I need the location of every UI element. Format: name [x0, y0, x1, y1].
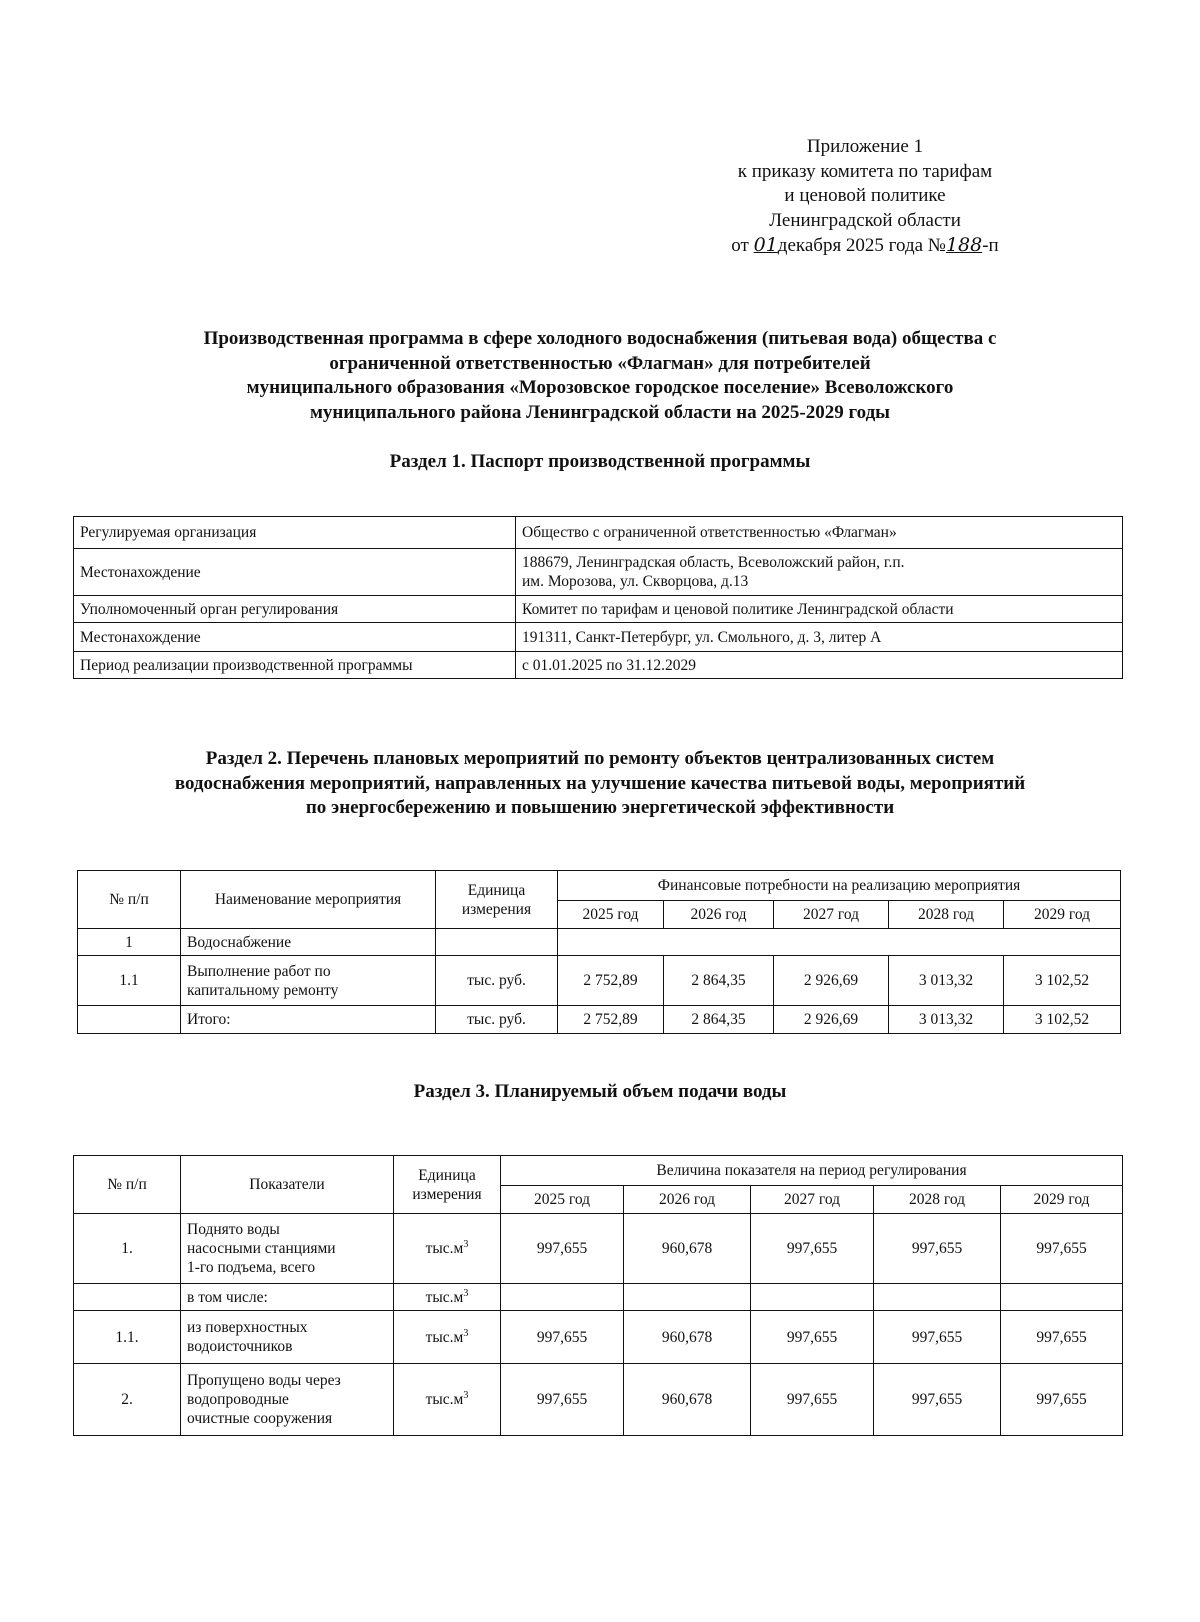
header-year	[774, 901, 889, 929]
heading-line: водоснабжения мероприятий, направленных на улучшение качества питьевой воды, мероприятий	[174, 772, 1026, 794]
water-volume-table	[73, 1155, 1123, 1436]
passport-table	[73, 516, 1123, 679]
header-group-text: Величина показателя на период регулирования	[656, 1162, 967, 1179]
heading-line: по энергосбережению и повышению энергетической эффективности	[305, 797, 895, 818]
handwritten-day: 01	[753, 234, 778, 256]
row-value	[751, 1214, 874, 1284]
header-year-text: 2026 год	[658, 1191, 716, 1208]
header-year-text: 2029 год	[1033, 1191, 1090, 1208]
row-value-text: 3 013,32	[918, 972, 974, 989]
row-value	[624, 1364, 751, 1436]
cell-line: очистные сооружения	[187, 1410, 333, 1427]
row-value-text: 997,655	[786, 1240, 838, 1257]
row-value-text: 2 926,69	[803, 1011, 859, 1028]
header-year-text: 2028 год	[917, 906, 975, 923]
row-name	[181, 1311, 394, 1364]
number-suffix: -п	[982, 235, 999, 256]
row-value	[874, 1311, 1001, 1364]
row-value-text: 997,655	[1036, 1328, 1087, 1346]
row-label	[74, 596, 516, 623]
cell-line: Водоснабжение	[187, 933, 292, 951]
header-year-text: 2028 год	[908, 1191, 966, 1208]
header-row	[74, 1156, 1123, 1186]
row-name	[181, 1364, 394, 1436]
row-num	[78, 929, 181, 956]
cell-line: Единица	[418, 1166, 476, 1184]
cell-line: водопроводные	[187, 1391, 289, 1408]
row-value	[664, 1006, 774, 1034]
header-year-text: 2025 год	[582, 906, 639, 923]
header-group	[501, 1156, 1123, 1186]
row-value	[624, 1311, 751, 1364]
row-value	[774, 956, 889, 1006]
row-value-text: 997,655	[786, 1391, 838, 1408]
table-row	[78, 1006, 1121, 1034]
unit-superscript: 3	[463, 1389, 469, 1401]
row-value	[516, 549, 1123, 596]
table-row	[74, 549, 1123, 596]
row-value-text: 997,655	[786, 1328, 838, 1346]
row-label-text: Местонахождение	[80, 628, 201, 646]
table-row	[74, 517, 1123, 549]
cell-line: Итого:	[187, 1011, 231, 1028]
row-value-text: 3 102,52	[1034, 1011, 1090, 1028]
row-unit	[436, 929, 558, 956]
row-empty	[751, 1284, 874, 1311]
cell-line: из поверхностных	[187, 1319, 308, 1336]
date-text: декабря 2025 года №	[777, 235, 946, 256]
header-name	[181, 1156, 394, 1214]
row-unit-text: тыс.м	[425, 1288, 464, 1306]
row-value	[751, 1364, 874, 1436]
cell-line: 188679, Ленинградская область, Всеволожский район, г.п.	[522, 554, 905, 571]
row-unit	[436, 1006, 558, 1034]
row-unit	[394, 1284, 501, 1311]
row-name	[181, 929, 436, 956]
header-year	[874, 1186, 1001, 1214]
unit-superscript: 3	[463, 1287, 469, 1299]
row-value-text: 997,655	[536, 1328, 588, 1346]
cell-line: измерения	[412, 1185, 482, 1203]
row-value	[516, 596, 1123, 623]
cell-line: в том числе:	[187, 1288, 268, 1306]
heading-line: Раздел 2. Перечень плановых мероприятий по ремонту объектов централизованных систем	[205, 748, 995, 769]
row-value-text: 2 752,89	[583, 1011, 638, 1028]
row-value	[664, 956, 774, 1006]
row-value	[501, 1214, 624, 1284]
header-year	[1004, 901, 1121, 929]
row-label-text: Уполномоченный орган регулирования	[80, 600, 339, 618]
row-value-text: 960,678	[661, 1391, 713, 1408]
title-line: муниципального образования «Морозовское городское поселение» Всеволожского	[246, 377, 954, 398]
row-value	[1001, 1311, 1123, 1364]
header-year-text: 2027 год	[802, 906, 860, 923]
row-unit-text: тыс. руб.	[467, 972, 526, 989]
row-name	[181, 1284, 394, 1311]
row-empty	[624, 1284, 751, 1311]
date-prefix: от	[731, 235, 749, 256]
unit-superscript: 3	[463, 1327, 469, 1339]
row-num-text: 1	[125, 933, 133, 951]
row-unit-text: тыс.м	[425, 1328, 464, 1346]
row-value-text: 997,655	[911, 1328, 963, 1346]
row-num	[74, 1364, 181, 1436]
row-empty	[1001, 1284, 1123, 1311]
header-name	[181, 871, 436, 929]
row-value	[501, 1364, 624, 1436]
row-value	[624, 1214, 751, 1284]
title-line: ограниченной ответственностью «Флагман» для потребителей	[329, 352, 871, 374]
cell-line: водоисточников	[187, 1338, 293, 1355]
row-num	[78, 1006, 181, 1034]
row-value-text: 3 013,32	[918, 1011, 974, 1028]
table-row	[74, 1214, 1123, 1284]
header-year-text: 2029 год	[1033, 906, 1091, 923]
row-value-text: 960,678	[661, 1328, 713, 1346]
row-num	[74, 1214, 181, 1284]
row-unit	[394, 1311, 501, 1364]
row-value	[516, 623, 1123, 652]
cell-line: Комитет по тарифам и ценовой политике Ленинградской области	[522, 600, 954, 618]
row-value-text: 997,655	[1036, 1240, 1087, 1257]
row-value	[1004, 1006, 1121, 1034]
row-value-text: 2 864,35	[691, 1011, 746, 1028]
table-row	[74, 1311, 1123, 1364]
row-num	[74, 1284, 181, 1311]
unit-superscript: 3	[463, 1238, 469, 1250]
measures-table	[77, 870, 1121, 1034]
row-value-text: 997,655	[536, 1240, 588, 1257]
row-value	[1001, 1364, 1123, 1436]
cell-line: 191311, Санкт-Петербург, ул. Смольного, д. 3, литер А	[522, 628, 882, 646]
cell-line: Пропущено воды через	[187, 1372, 341, 1389]
section3-heading: Раздел 3. Планируемый объем подачи воды	[413, 1081, 787, 1102]
row-value-text: 997,655	[1036, 1391, 1087, 1408]
row-unit	[394, 1364, 501, 1436]
header-num-text: № п/п	[109, 891, 149, 908]
cell-line: Поднято воды	[187, 1221, 280, 1238]
row-value	[558, 956, 664, 1006]
table-row	[74, 623, 1123, 652]
row-value	[501, 1311, 624, 1364]
row-value-text: 960,678	[661, 1240, 713, 1257]
row-value	[874, 1214, 1001, 1284]
row-label	[74, 652, 516, 679]
header-group-text: Финансовые потребности на реализацию мероприятия	[657, 877, 1021, 894]
table-row	[74, 1364, 1123, 1436]
header-year	[624, 1186, 751, 1214]
row-value-text: 997,655	[911, 1240, 963, 1257]
title-line: Производственная программа в сфере холодного водоснабжения (питьевая вода) общества с	[203, 328, 997, 349]
row-value-text: 2 926,69	[803, 972, 859, 989]
header-year	[751, 1186, 874, 1214]
header-year	[889, 901, 1004, 929]
table-row	[78, 956, 1121, 1006]
row-value	[516, 517, 1123, 549]
row-unit-text: тыс.м	[425, 1391, 464, 1408]
row-unit-text: тыс.м	[425, 1240, 464, 1257]
table-row	[74, 652, 1123, 679]
cell-line: измерения	[461, 900, 532, 918]
annex-date-line	[690, 233, 1040, 259]
row-empty	[501, 1284, 624, 1311]
row-name	[181, 1006, 436, 1034]
row-label	[74, 549, 516, 596]
row-unit	[436, 956, 558, 1006]
row-num-text: 1.1.	[115, 1328, 139, 1346]
row-value-text: 2 752,89	[583, 972, 638, 989]
header-num	[78, 871, 181, 929]
row-num	[78, 956, 181, 1006]
row-name	[181, 1214, 394, 1284]
row-name	[181, 956, 436, 1006]
section1-heading: Раздел 1. Паспорт производственной программы	[389, 451, 811, 472]
header-name-text: Показатели	[249, 1176, 325, 1193]
row-label-text: Регулируемая организация	[80, 524, 257, 541]
table-row	[74, 1284, 1123, 1311]
row-empty	[558, 929, 1121, 956]
row-value	[774, 1006, 889, 1034]
header-num	[74, 1156, 181, 1214]
annex-line: и ценовой политике	[784, 185, 946, 206]
row-value-text: 997,655	[911, 1391, 963, 1408]
header-year-text: 2026 год	[690, 906, 747, 923]
row-value	[751, 1311, 874, 1364]
header-group	[558, 871, 1121, 901]
row-num	[74, 1311, 181, 1364]
cell-line: с 01.01.2025 по 31.12.2029	[522, 656, 697, 674]
row-value	[889, 956, 1004, 1006]
row-value-text: 2 864,35	[691, 972, 746, 989]
row-num-text: 1.	[121, 1240, 133, 1257]
header-year-text: 2027 год	[783, 1191, 841, 1208]
header-year	[1001, 1186, 1123, 1214]
document-title	[60, 327, 1140, 425]
row-num-text: 2.	[121, 1391, 133, 1408]
row-label-text: Местонахождение	[80, 563, 201, 581]
cell-line: 1-го подъема, всего	[187, 1259, 316, 1276]
row-empty	[874, 1284, 1001, 1311]
cell-line: Выполнение работ по	[187, 962, 331, 980]
header-name-text: Наименование мероприятия	[214, 891, 402, 908]
table-row	[74, 596, 1123, 623]
row-value-text: 3 102,52	[1034, 972, 1090, 989]
table-row	[78, 929, 1121, 956]
header-unit	[394, 1156, 501, 1214]
annex-line: Приложение 1	[806, 136, 924, 157]
row-value	[1004, 956, 1121, 1006]
header-unit	[436, 871, 558, 929]
annex-header	[690, 135, 1040, 259]
cell-line: насосными станциями	[187, 1240, 336, 1257]
title-line: муниципального района Ленинградской области на 2025-2029 годы	[309, 401, 891, 423]
row-num-text: 1.1	[119, 972, 139, 989]
row-value	[1001, 1214, 1123, 1284]
annex-line: к приказу комитета по тарифам	[737, 160, 993, 182]
annex-line: Ленинградской области	[769, 209, 961, 231]
row-value	[558, 1006, 664, 1034]
row-value	[516, 652, 1123, 679]
cell-line: Единица	[467, 881, 526, 899]
cell-line: капитальному ремонту	[187, 981, 339, 999]
row-label	[74, 517, 516, 549]
row-unit-text: тыс. руб.	[467, 1011, 526, 1028]
header-year	[501, 1186, 624, 1214]
row-value	[874, 1364, 1001, 1436]
handwritten-number: 188	[945, 234, 983, 256]
header-year	[664, 901, 774, 929]
row-value-text: 997,655	[536, 1391, 588, 1408]
row-label-text: Период реализации производственной программы	[80, 656, 413, 674]
cell-line: Общество с ограниченной ответственностью «Флагман»	[522, 524, 897, 541]
header-num-text: № п/п	[107, 1176, 147, 1193]
row-label	[74, 623, 516, 652]
header-year	[558, 901, 664, 929]
row-value	[889, 1006, 1004, 1034]
header-row	[78, 871, 1121, 901]
header-year-text: 2025 год	[533, 1191, 591, 1208]
row-unit	[394, 1214, 501, 1284]
section2-heading	[60, 747, 1140, 821]
cell-line: им. Морозова, ул. Скворцова, д.13	[522, 573, 749, 590]
